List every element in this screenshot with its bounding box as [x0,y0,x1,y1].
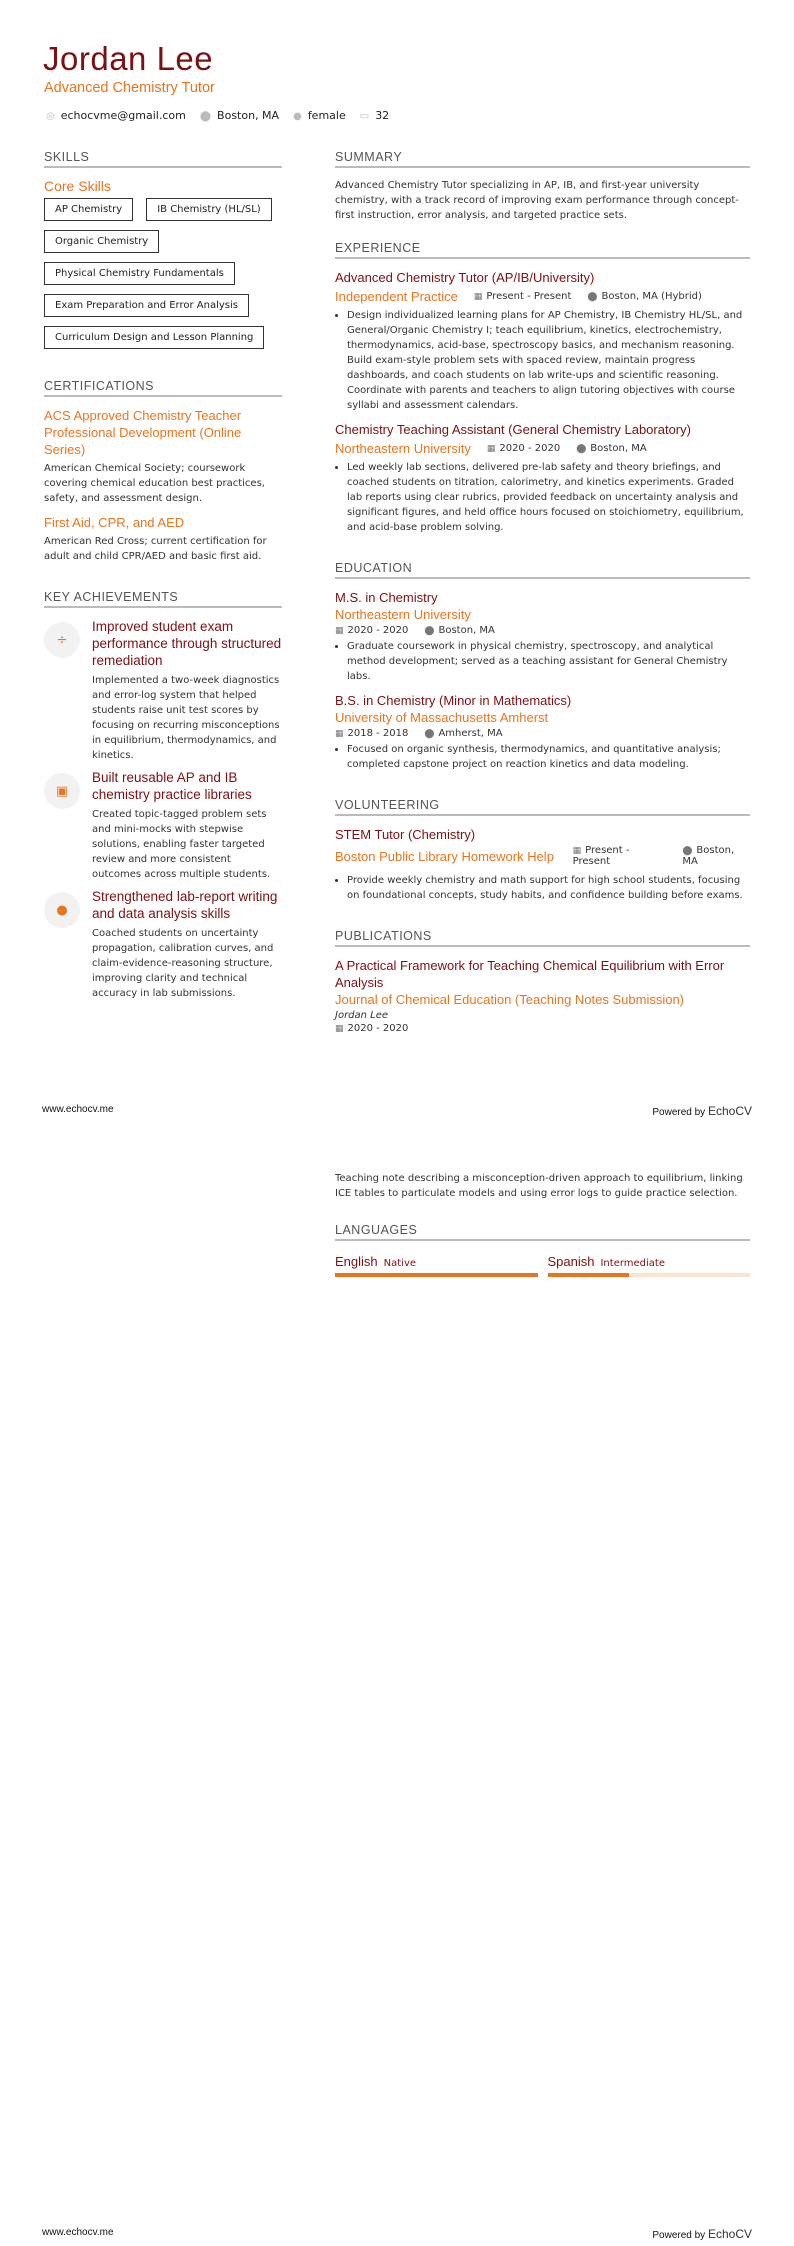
contact-gender: ● female [293,109,346,122]
edu-dates: 2020 - 2020 [347,625,409,636]
footer-brand[interactable]: EchoCV [707,1104,752,1118]
languages-list [335,1251,750,1277]
job-role: Chemistry Teaching Assistant (General Chemistry Laboratory) [335,422,691,437]
at-icon: ◎ [46,111,55,122]
user-icon: ● [293,111,302,122]
language-proficiency-bar [548,1273,751,1277]
certification-title: First Aid, CPR, and AED [44,515,185,530]
volunteer-dates: Present - Present [572,845,630,867]
volunteer-role: STEM Tutor (Chemistry) [335,827,476,842]
edu-bullet: • Graduate coursework in physical chemistry, spectroscopy, and analytical method development; served as a teaching assistant for General Chemistry labs. [347,639,750,684]
job-role: Advanced Chemistry Tutor (AP/IB/University) [335,270,595,285]
achievement-item [44,618,282,763]
skill-tag: AP Chemistry [44,198,133,221]
volunteer-bullet: • Provide weekly chemistry and math support for high school students, focusing on foundational concepts, study habits, and confidence building before exams. [347,873,750,903]
achievement-item [44,888,282,1001]
contact-location: ⬤ Boston, MA [199,109,280,122]
footer-powered-by: Powered by [652,2230,706,2241]
location-icon: ⬤ [576,444,587,454]
skill-tag: Exam Preparation and Error Analysis [44,294,249,317]
job-bullet: • Led weekly lab sections, delivered pre-lab safety and theory briefings, and coached students on titration, calorimetry, and kinetics experiments. Graded lab reports using clear rubrics, provided feedback on uncertainty analysis and significant figures, and held office hours focused on stoichiometry, equilibrium, and acid-base problem solving. [347,460,750,535]
calendar-icon: ▦ [486,444,496,454]
footer-powered-by: Powered by [652,1107,706,1118]
footer-brand[interactable]: EchoCV [707,2227,752,2241]
language-name: Spanish [547,1254,595,1269]
publication-venue: Journal of Chemical Education (Teaching Notes Submission) [335,992,685,1007]
edu-dates: 2018 - 2018 [347,728,409,739]
achievement-desc: Implemented a two-week diagnostics and error-log system that helped students raise unit test scores by focusing on recurring misconceptions in equilibrium, thermodynamics, and kinetics. [92,675,280,761]
location-icon: ⬤ [424,729,435,739]
location-icon: ⬤ [199,111,212,122]
language-level: Native [383,1258,417,1269]
volunteer-org: Boston Public Library Homework Help [335,848,554,864]
certification-desc: American Chemical Society; coursework covering chemical education best practices, safety, and assessment design. [44,463,265,504]
experience-heading: EXPERIENCE [335,241,750,259]
job-location: Boston, MA [590,443,647,454]
language-item [548,1251,751,1277]
contact-email[interactable]: ◎ echocvme@gmail.com [46,109,186,122]
degree: B.S. in Chemistry (Minor in Mathematics) [335,693,572,708]
page-footer [42,2227,752,2241]
contact-age: ▭ 32 [359,109,390,122]
publication-author: Jordan Lee [335,1010,389,1021]
summary-text: Advanced Chemistry Tutor specializing in AP, IB, and first-year university chemistry, with a track record of improving exam performance through concept-first instruction, error analysis, and targeted practice sets. [335,180,739,221]
resume-page-2 [0,1123,794,2246]
calendar-icon: ▭ [359,111,370,122]
divide-icon: ÷ [44,622,80,658]
publications-heading: PUBLICATIONS [335,929,750,947]
footer-site-link[interactable]: www.echocv.me [42,2227,114,2238]
location-icon: ⬤ [682,846,693,856]
candidate-title: Advanced Chemistry Tutor [44,80,215,96]
location-icon: ⬤ [424,626,435,636]
experience-item [335,421,750,535]
skill-tag: Curriculum Design and Lesson Planning [44,326,264,349]
certifications-heading: CERTIFICATIONS [44,379,282,397]
skills-heading: SKILLS [44,150,282,168]
page-footer [42,1104,752,1118]
achievement-title: Strengthened lab-report writing and data analysis skills [92,889,278,921]
publication-desc: Teaching note describing a misconception-driven approach to equilibrium, linking ICE tables to particulate models and using error logs to guide practice selection. [335,1173,743,1199]
job-bullet: • Design individualized learning plans for AP Chemistry, IB Chemistry HL/SL, and General/Organic Chemistry I; teach equilibrium, kinetics, electrochemistry, thermodynamics, acid-base, spectroscopy basics, and mechanism reasoning. Build exam-style problem sets with spaced review, maintain progress dashboards, and coach students on lab write-ups and scientific reasoning. Coordinate with parents and teachers to align tutoring objectives with course syllabi and assessment calendars. [347,308,750,413]
certification-title: ACS Approved Chemistry Teacher Professional Development (Online Series) [44,408,242,457]
footer-site-link[interactable]: www.echocv.me [42,1104,114,1115]
achievement-title: Built reusable AP and IB chemistry practice libraries [92,770,252,802]
experience-item [335,269,750,413]
job-company: Northeastern University [335,441,471,456]
edu-location: Boston, MA [438,625,495,636]
achievement-desc: Coached students on uncertainty propagation, calibration curves, and claim-evidence-reasoning structure, improving clarity and technical accuracy in lab submissions. [92,928,274,999]
language-name: English [335,1254,378,1269]
calendar-icon: ▦ [335,626,344,636]
education-heading: EDUCATION [335,561,750,579]
achievement-item [44,769,282,882]
more-icon: ● [44,892,80,928]
location-icon: ⬤ [587,292,598,302]
publication-dates: 2020 - 2020 [347,1023,409,1034]
language-proficiency-bar [335,1273,538,1277]
publication-title: A Practical Framework for Teaching Chemical Equilibrium with Error Analysis [335,958,725,990]
right-column-page-2 [335,1171,750,1277]
volunteering-heading: VOLUNTEERING [335,798,750,816]
edu-bullet: • Focused on organic synthesis, thermodynamics, and quantitative analysis; completed capstone project on reaction kinetics and data modeling. [347,742,750,772]
skill-tag: IB Chemistry (HL/SL) [146,198,272,221]
language-proficiency-fill [335,1273,538,1277]
calendar-icon: ▦ [473,292,483,302]
job-dates: Present - Present [486,291,572,302]
edu-location: Amherst, MA [438,728,503,739]
job-location: Boston, MA (Hybrid) [601,291,702,302]
calendar-chart-icon: ▣ [44,773,80,809]
school: University of Massachusetts Amherst [335,710,549,725]
language-item [335,1251,538,1277]
languages-heading: LANGUAGES [335,1223,750,1241]
education-item [335,692,750,772]
calendar-icon: ▦ [572,846,582,856]
job-dates: 2020 - 2020 [499,443,561,454]
school: Northeastern University [335,607,471,622]
achievements-heading: KEY ACHIEVEMENTS [44,590,282,608]
calendar-icon: ▦ [335,1024,344,1034]
degree: M.S. in Chemistry [335,590,438,605]
candidate-name: Jordan Lee [43,40,214,77]
language-proficiency-fill [548,1273,629,1277]
certification-desc: American Red Cross; current certification for adult and child CPR/AED and basic first aid. [44,536,267,562]
skills-group-title: Core Skills [44,178,111,194]
achievement-desc: Created topic-tagged problem sets and mini-mocks with stepwise solutions, enabling faster targeted review and more consistent outcomes across multiple students. [92,809,271,880]
achievement-title: Improved student exam performance through structured remediation [92,619,282,668]
skill-tag: Physical Chemistry Fundamentals [44,262,235,285]
summary-heading: SUMMARY [335,150,750,168]
skills-list [44,198,282,349]
job-company: Independent Practice [335,289,458,304]
volunteer-location: Boston, MA [682,845,735,867]
left-column [44,150,282,1007]
education-item [335,589,750,684]
right-column [335,150,750,1034]
contact-info [46,109,389,122]
language-level: Intermediate [600,1258,666,1269]
calendar-icon: ▦ [335,729,344,739]
skill-tag: Organic Chemistry [44,230,159,253]
